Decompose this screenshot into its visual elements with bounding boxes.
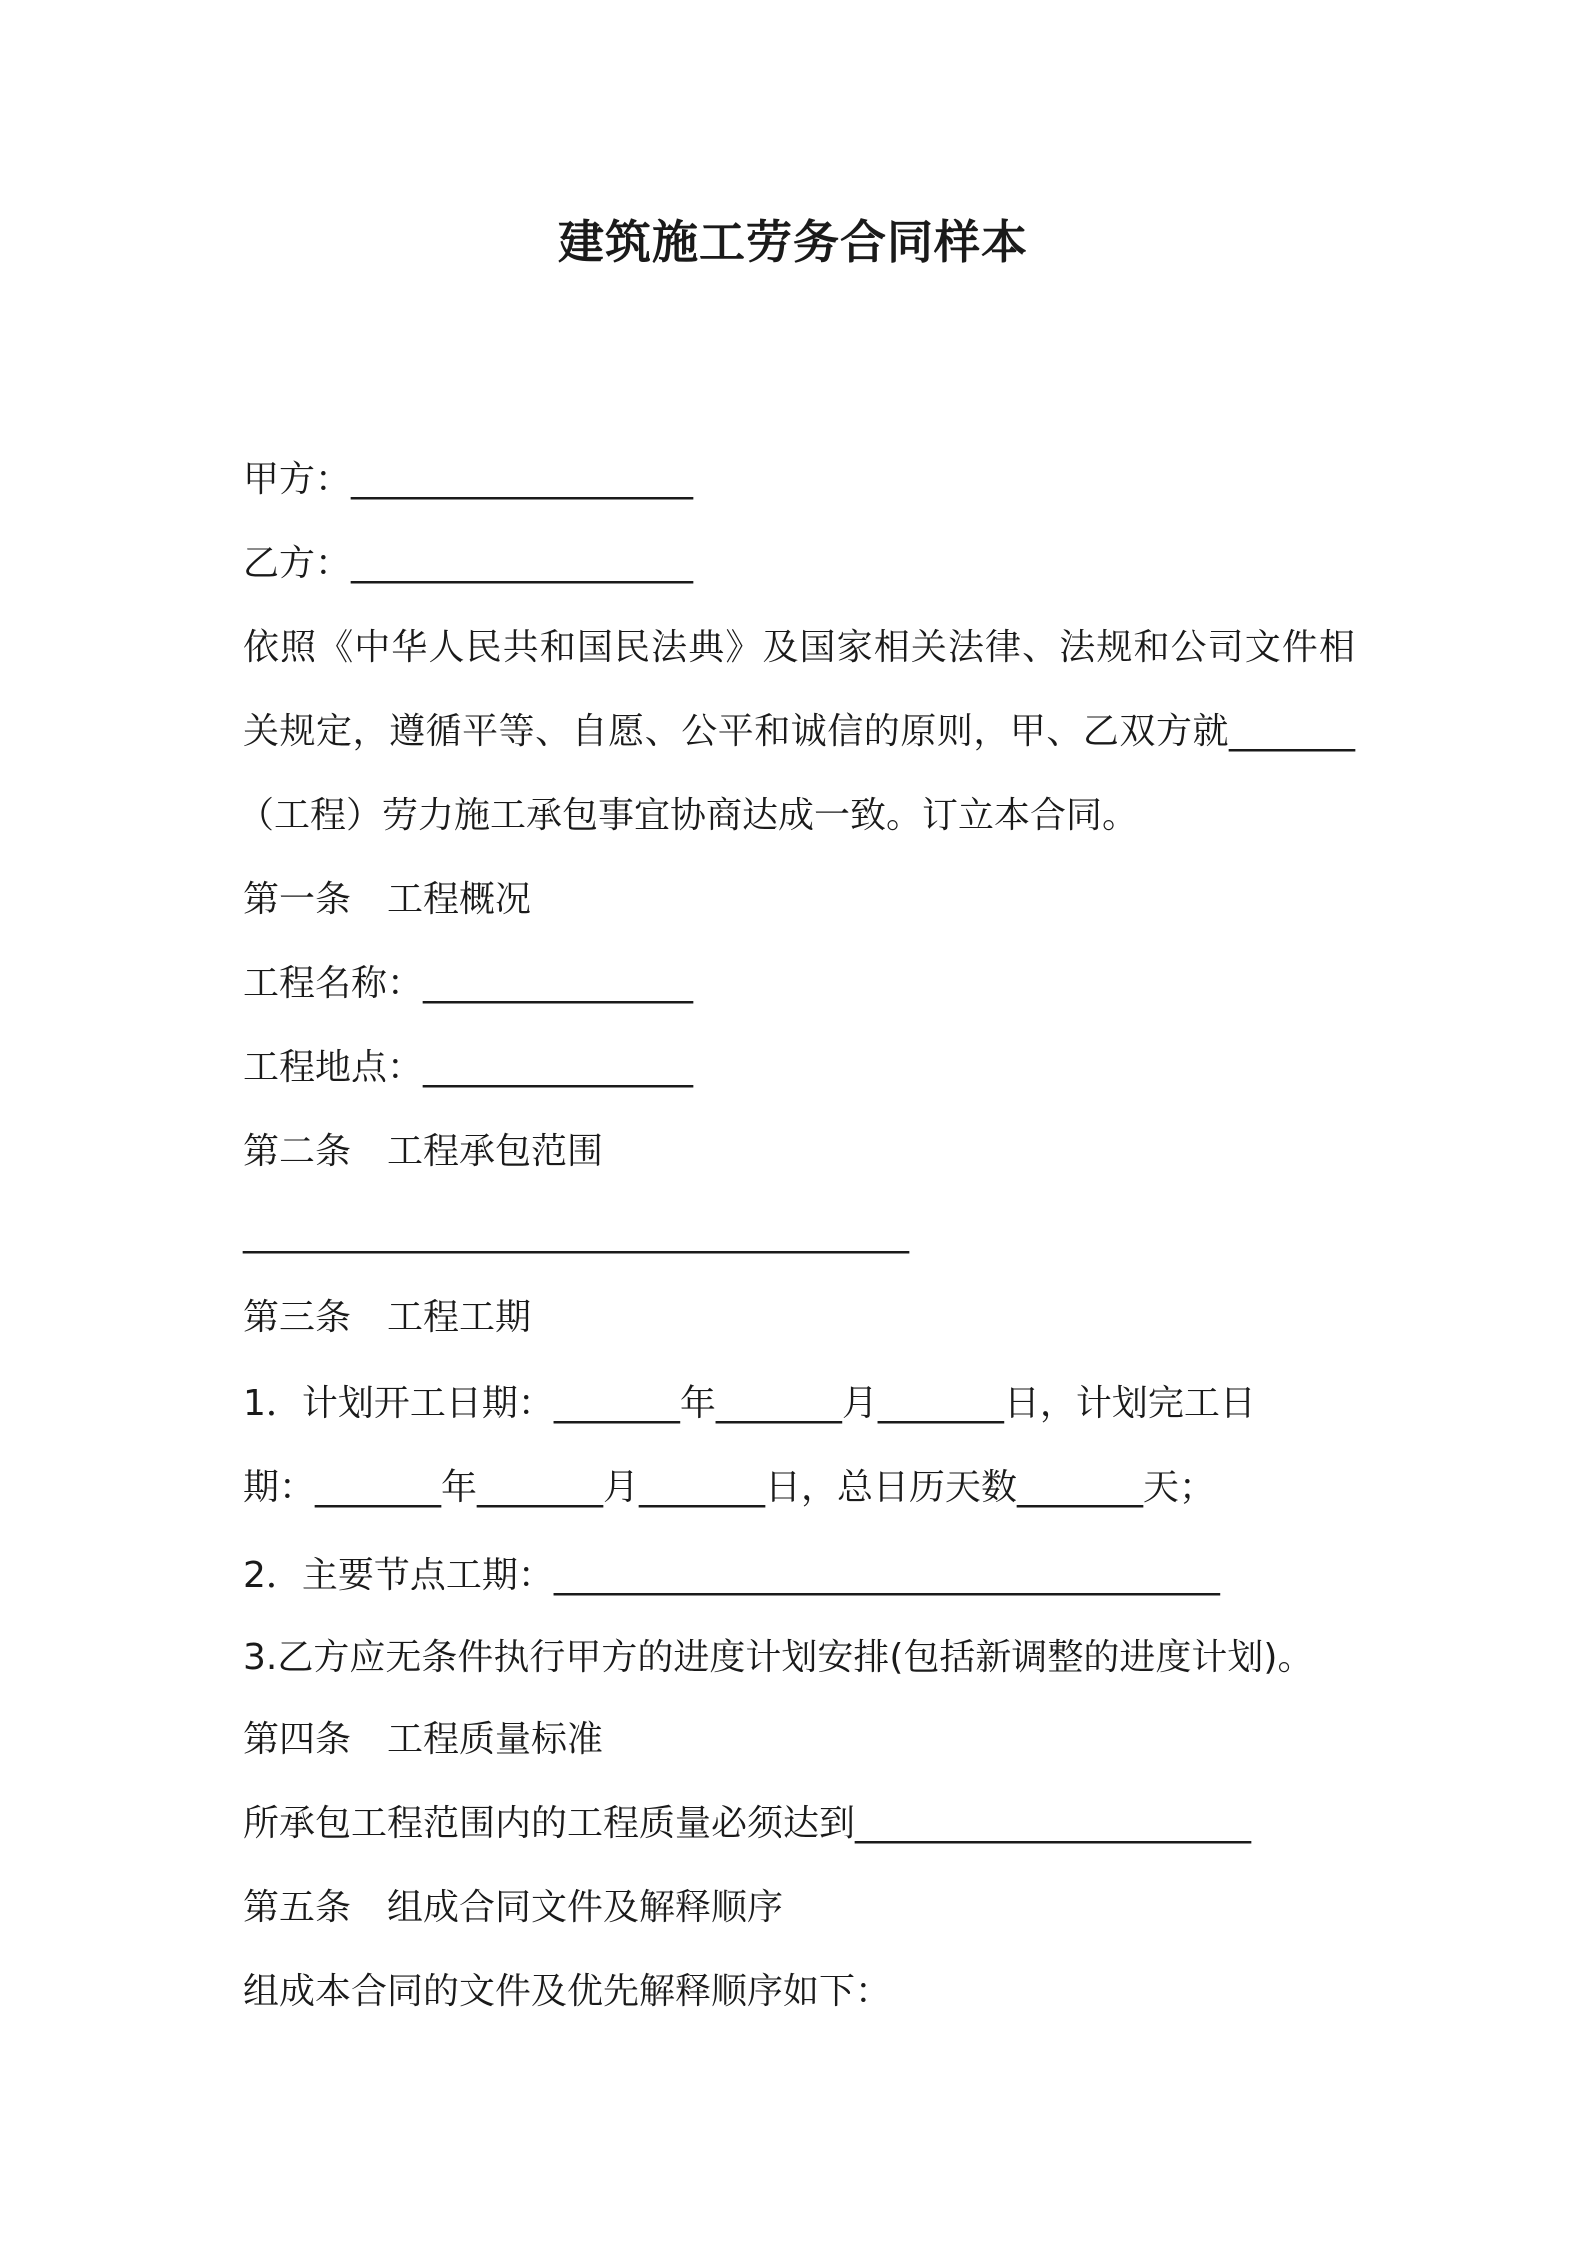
schedule-item-1-line-1: 1．计划开工日期：_______年_______月_______日，计划完工日 <box>243 1383 1256 1424</box>
document-title: 建筑施工劳务合同样本 <box>558 215 1028 269</box>
schedule-item-2: 2．主要节点工期：_____________________________________ <box>243 1555 1220 1596</box>
intro-line-1: 依照《中华人民共和国民法典》及国家相关法律、法规和公司文件相 <box>243 627 1355 668</box>
party-a-line: 甲方：___________________ <box>243 459 694 500</box>
article-5-heading: 第五条 组成合同文件及解释顺序 <box>243 1887 784 1928</box>
quality-standard-line: 所承包工程范围内的工程质量必须达到______________________ <box>243 1803 1252 1844</box>
schedule-item-1-line-2: 期：_______年_______月_______日，总日历天数_______天； <box>243 1467 1216 1508</box>
scope-blank-line: _____________________________________ <box>243 1213 909 1254</box>
party-b-line: 乙方：___________________ <box>243 543 694 584</box>
article-2-heading: 第二条 工程承包范围 <box>243 1131 604 1172</box>
contract-documents-line: 组成本合同的文件及优先解释顺序如下： <box>243 1971 892 2012</box>
article-1-heading: 第一条 工程概况 <box>243 879 532 920</box>
intro-line-3: （工程）劳力施工承包事宜协商达成一致。订立本合同。 <box>238 795 1139 836</box>
intro-line-2: 关规定，遵循平等、自愿、公平和诚信的原则，甲、乙双方就_______ <box>243 711 1355 752</box>
project-name-line: 工程名称：_______________ <box>243 963 694 1004</box>
article-4-heading: 第四条 工程质量标准 <box>243 1719 604 1760</box>
article-3-heading: 第三条 工程工期 <box>243 1297 532 1338</box>
project-location-line: 工程地点：_______________ <box>243 1047 694 1088</box>
schedule-item-3: 3.乙方应无条件执行甲方的进度计划安排(包括新调整的进度计划)。 <box>243 1637 1314 1678</box>
